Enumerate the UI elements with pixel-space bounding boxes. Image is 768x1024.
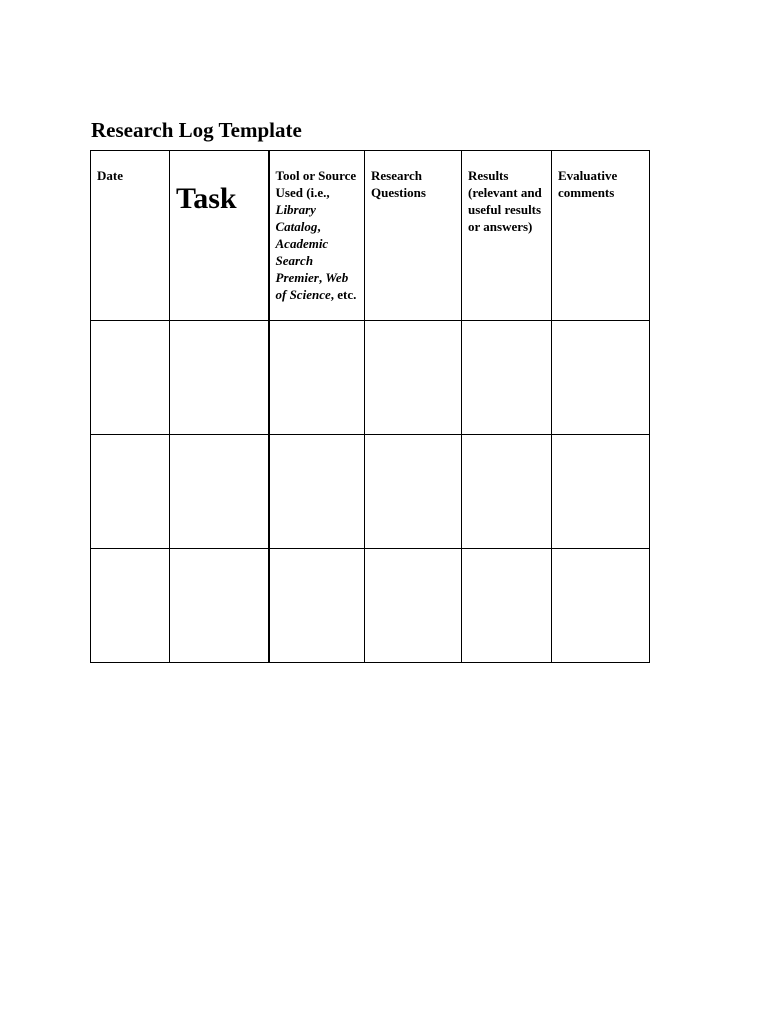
header-date: Date — [91, 151, 170, 321]
cell-tool[interactable] — [269, 549, 365, 663]
cell-tool[interactable] — [269, 321, 365, 435]
header-research-questions: Research Questions — [365, 151, 462, 321]
research-log-table — [90, 150, 650, 663]
table-header-row — [91, 151, 650, 321]
cell-date[interactable] — [91, 321, 170, 435]
cell-task[interactable] — [170, 321, 269, 435]
cell-results[interactable] — [462, 435, 552, 549]
cell-questions[interactable] — [365, 321, 462, 435]
cell-comments[interactable] — [552, 549, 650, 663]
header-results: Results (relevant and useful results or answers) — [462, 151, 552, 321]
cell-results[interactable] — [462, 321, 552, 435]
header-evaluative-comments: Evaluative comments — [552, 151, 650, 321]
table-row — [91, 321, 650, 435]
cell-date[interactable] — [91, 549, 170, 663]
cell-task[interactable] — [170, 435, 269, 549]
cell-tool[interactable] — [269, 435, 365, 549]
cell-date[interactable] — [91, 435, 170, 549]
page-title: Research Log Template — [91, 118, 302, 142]
table-row — [91, 435, 650, 549]
cell-questions[interactable] — [365, 435, 462, 549]
cell-comments[interactable] — [552, 321, 650, 435]
cell-comments[interactable] — [552, 435, 650, 549]
table-row — [91, 549, 650, 663]
cell-questions[interactable] — [365, 549, 462, 663]
cell-task[interactable] — [170, 549, 269, 663]
header-tool-or-source: Tool or Source Used (i.e., Library Catalog, Academic Search Premier, Web of Science, etc. — [269, 151, 365, 321]
header-task: Task — [170, 151, 269, 321]
cell-results[interactable] — [462, 549, 552, 663]
